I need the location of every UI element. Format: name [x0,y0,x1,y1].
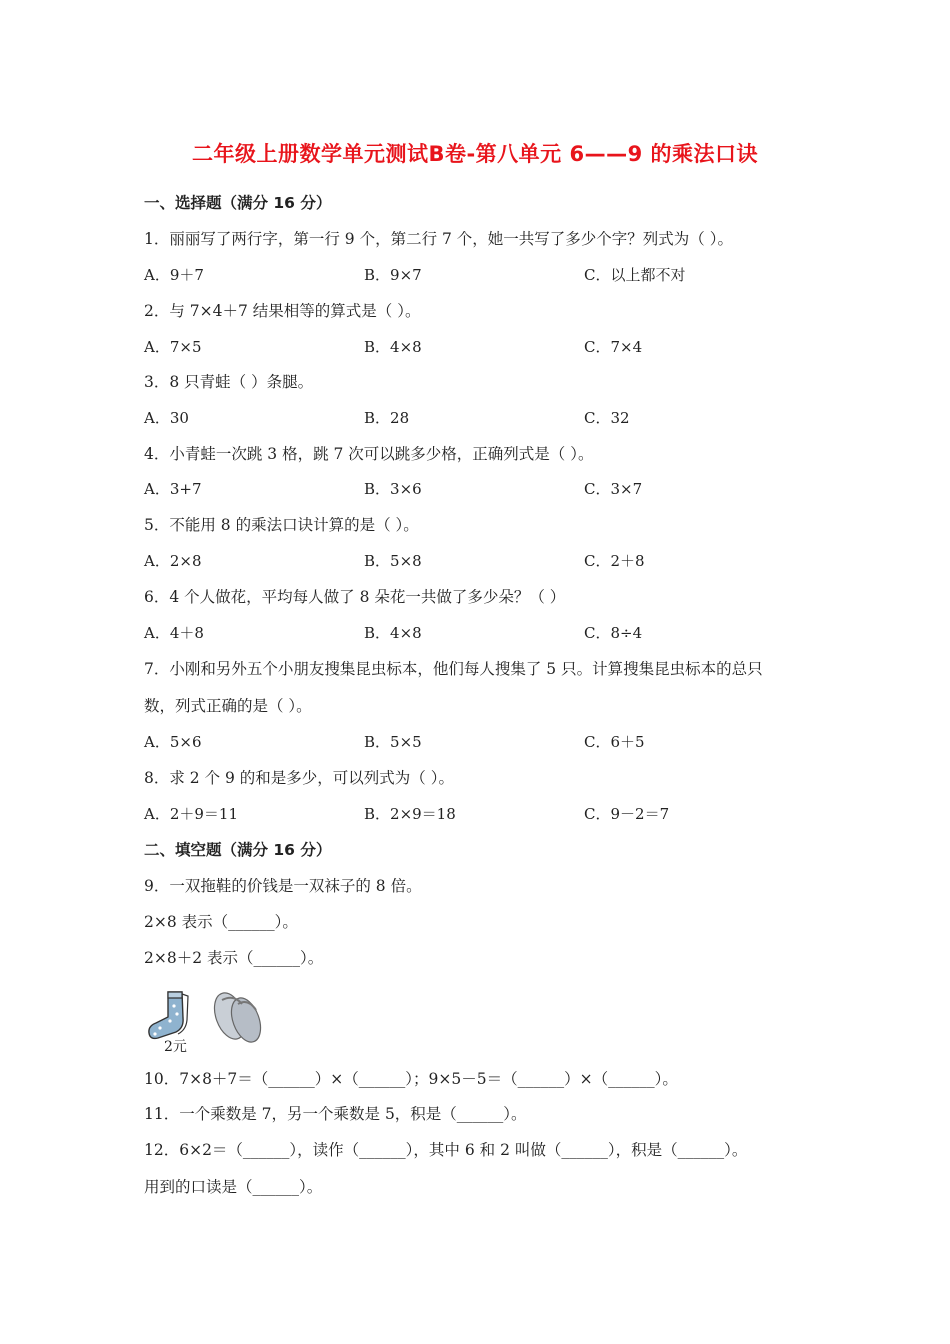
q8-option-c: C．9－2＝7 [584,805,670,823]
q8-option-b: B．2×9＝18 [364,805,456,823]
q2-option-a: A．7×5 [144,338,202,356]
q3-option-a: A．30 [144,409,189,427]
q1-option-a: A．9＋7 [144,266,204,284]
question-12-line-1: 12．6×2＝（______），读作（______），其中 6 和 2 叫做（______），积是（______）。 [144,1141,748,1159]
q4-option-b: B．3×6 [364,480,422,498]
question-7-line-1: 7．小刚和另外五个小朋友搜集昆虫标本，他们每人搜集了 5 只。计算搜集昆虫标本的总只 [144,660,763,678]
question-2: 2．与 7×4＋7 结果相等的算式是（ ）。 [144,302,421,320]
q7-option-c: C．6＋5 [584,733,645,751]
q1-option-b: B．9×7 [364,266,422,284]
q2-option-c: C．7×4 [584,338,643,356]
question-4: 4．小青蛙一次跳 3 格，跳 7 次可以跳多少格，正确列式是（ ）。 [144,445,594,463]
q4-option-a: A．3+7 [144,480,202,498]
question-11: 11．一个乘数是 7，另一个乘数是 5，积是（______）。 [144,1105,527,1123]
price-label: 2元 [164,1039,187,1055]
question-6: 6．4 个人做花，平均每人做了 8 朵花一共做了多少朵？（ ） [144,588,566,606]
q8-option-a: A．2＋9＝11 [144,805,239,823]
q5-option-a: A．2×8 [144,552,202,570]
q4-option-c: C．3×7 [584,480,643,498]
q6-option-b: B．4×8 [364,624,422,642]
q7-option-a: A．5×6 [144,733,202,751]
q2-option-b: B．4×8 [364,338,422,356]
q6-option-c: C．8÷4 [584,624,643,642]
question-8: 8．求 2 个 9 的和是多少，可以列式为（ ）。 [144,769,454,787]
sock-and-slipper-illustration [146,988,266,1054]
question-9-line-2: 2×8＋2 表示（______）。 [144,949,324,967]
section-choice-heading: 一、选择题（满分 16 分） [144,194,332,212]
q3-option-b: B．28 [364,409,410,427]
q5-option-b: B．5×8 [364,552,422,570]
question-5: 5．不能用 8 的乘法口诀计算的是（ ）。 [144,516,419,534]
question-10: 10．7×8＋7＝（______）×（______）；9×5－5＝（______）×（______）。 [144,1070,678,1088]
question-9: 9．一双拖鞋的价钱是一双袜子的 8 倍。 [144,877,422,895]
q3-option-c: C．32 [584,409,630,427]
q6-option-a: A．4＋8 [144,624,204,642]
q7-option-b: B．5×5 [364,733,422,751]
q5-option-c: C．2＋8 [584,552,645,570]
question-7-line-2: 数，列式正确的是（ ）。 [144,697,312,715]
page-title: 二年级上册数学单元测试B卷-第八单元 6——9 的乘法口诀 [191,142,759,166]
question-3: 3．8 只青蛙（ ）条腿。 [144,373,314,391]
question-9-line-1: 2×8 表示（______）。 [144,913,298,931]
q1-option-c: C．以上都不对 [584,266,686,284]
question-12-line-2: 用到的口读是（______）。 [144,1178,323,1196]
section-fill-heading: 二、填空题（满分 16 分） [144,841,332,859]
question-1: 1．丽丽写了两行字，第一行 9 个，第二行 7 个，她一共写了多少个字？列式为（ ）。 [144,230,733,248]
